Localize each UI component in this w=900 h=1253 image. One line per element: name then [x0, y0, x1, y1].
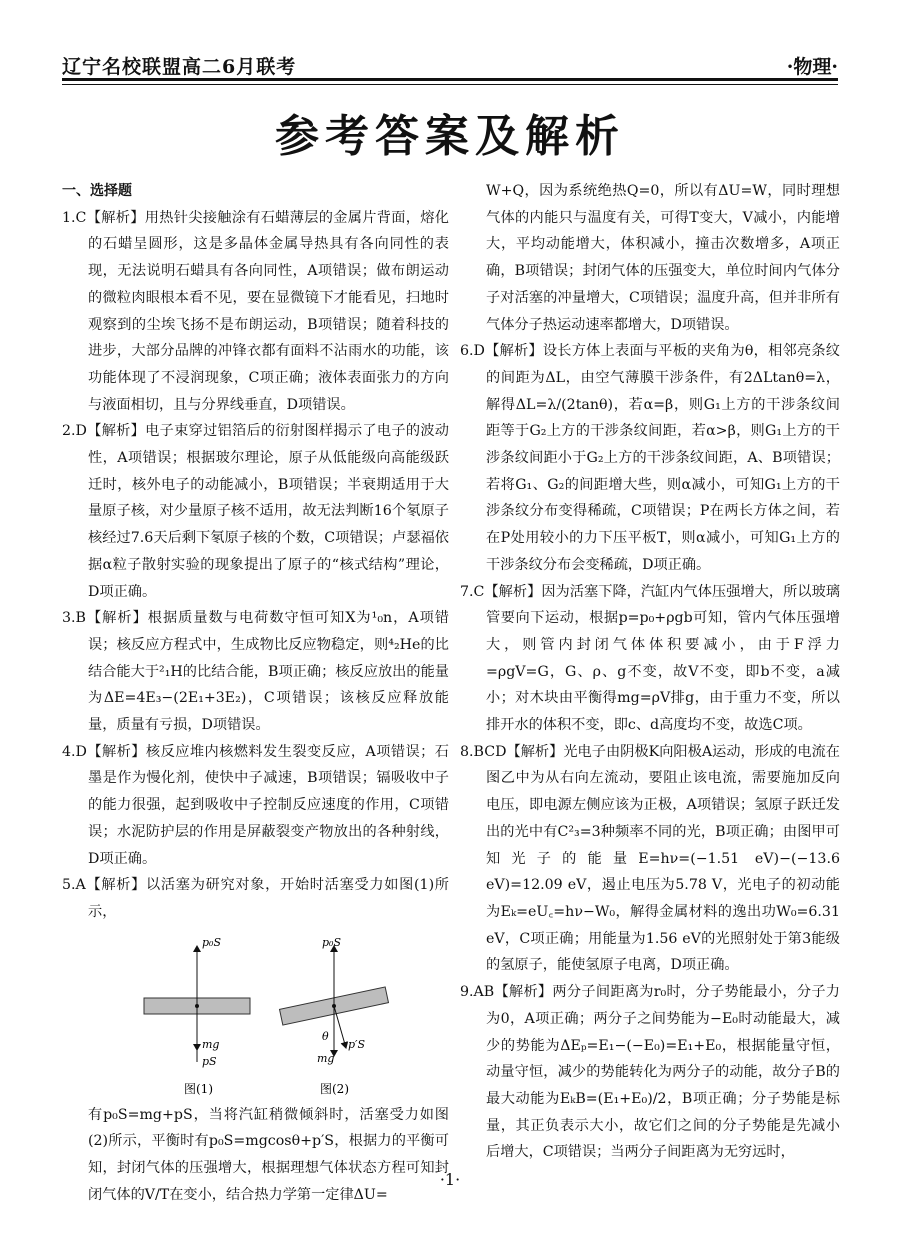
answer-q7: 7.C【解析】因为活塞下降，汽缸内气体压强增大，所以玻璃管要向下运动，根据p=p₀+ρgb可知，管内气体压强增大，则管内封闭气体体积要减小，由于F浮力=ρgV=G，G、ρ、g不变，故V不变，即b不变，a减小；对木块由平衡得mg=ρV排g，由于重力不变，所以排开水的体积不变，即c、d高度均不变，故选C项。 — [460, 583, 840, 734]
header-rule-thick — [62, 78, 838, 81]
force-origin-dot-2 — [332, 1004, 336, 1008]
header-exam-name: 辽宁名校联盟高二6月联考 — [62, 56, 297, 78]
label-p0S-2: p₀S — [322, 935, 341, 949]
answer-q5-continued: W+Q，因为系统绝热Q=0，所以有ΔU=W，同时理想气体的内能只与温度有关，可得T变大，V减小，内能增大，平均动能增大，体积减小，撞击次数增多，A项正确，B项错误；封闭气体的压强变大，单位时间内气体分子对活塞的冲量增大，C项错误；温度升高，但并非所有气体分子热运动速率都增大，D项错误。 — [486, 183, 840, 333]
figure-1-label: 图(1) — [184, 1081, 213, 1096]
answer-q8: 8.BCD【解析】光电子由阴极K向阳极A运动，形成的电流在图乙中为从右向左流动，要阻止该电流，需要施加反向电压，即电源左侧应该为正极，A项错误；氢原子跃迁发出的光中有C²₃=3种频率不同的光，B项正确；由图甲可知光子的能量E=hν=(−1.51 eV)−(−13.6 eV)=12.09 eV，遏止电压为5.78 V，光电子的初动能为Eₖ=eU꜀=hν−W₀，解得金属材料的逸出功W₀=6.31 eV，C项正确；用能量为1.56 eV的光照射处于第3能级的氢原子，能使氢原子电离，D项正确。 — [460, 743, 840, 974]
force-origin-dot-1 — [195, 1004, 199, 1008]
answer-q5-body: 有p₀S=mg+pS，当将汽缸稍微倾斜时，活塞受力如图(2)所示，平衡时有p₀S=mgcosθ+p′S，根据力的平衡可知，封闭气体的压强增大，根据理想气体状态方程可知封闭气体的V/T在变小，结合热力学第一定律ΔU= — [88, 1106, 449, 1203]
label-theta: θ — [322, 1029, 329, 1043]
page-header — [62, 46, 838, 80]
header-rule-thin — [62, 84, 838, 85]
label-mg-1: mg — [202, 1037, 220, 1051]
right-column — [460, 178, 840, 1166]
piston-force-figure — [62, 930, 449, 1100]
answer-q1: 1.C【解析】用热针尖接触涂有石蜡薄层的金属片背面，熔化的石蜡呈圆形，这是多晶体金属导热具有各向同性的表现，无法说明石蜡具有各向同性，A项错误；做布朗运动的微粒肉眼根本看不见，要在显微镜下才能看见，扫地时观察到的尘埃飞扬不是布朗运动，B项错误；随着科技的进步，大部分品牌的冲锋衣都有面料不沾雨水的功能，该功能体现了不浸润现象，C项正确；液体表面张力的方向与液面相切，且与分界线垂直，D项错误。 — [62, 209, 449, 413]
figure-2-label: 图(2) — [320, 1081, 349, 1096]
answer-q6: 6.D【解析】设长方体上表面与平板的夹角为θ，相邻亮条纹的间距为ΔL，由空气薄膜干涉条件，有2ΔLtanθ=λ，解得ΔL=λ/(2tanθ)，若α=β，则G₁上方的干涉条纹间距等于G₂上方的干涉条纹间距，若α>β，则G₁上方的干涉条纹间距小于G₂上方的干涉条纹间距，A、B项错误；若将G₁、G₂的间距增大些，则α减小，可知G₁上方的干涉条纹分布变得稀疏，C项错误；P在两长方体之间，若在P处用较小的力下压平板T，则α减小，可知G₁上方的干涉条纹分布会变稀疏，D项正确。 — [460, 343, 840, 573]
section-heading: 一、选择题 — [62, 183, 132, 199]
answer-q5-intro: 5.A【解析】以活塞为研究对象，开始时活塞受力如图(1)所示， — [62, 877, 449, 920]
page-number: ·1· — [439, 1170, 461, 1189]
answer-q9: 9.AB【解析】两分子间距离为r₀时，分子势能最小，分子力为0，A项正确；两分子之间势能为−E₀时动能最大，减少的势能为ΔEₚ=E₁−(−E₀)=E₁+E₀，根据能量守恒，动量守恒，减少的势能转化为两分子的动能，故分子B的最大动能为EₖB=(E₁+E₀)/2，B项正确；分子势能是标量，其正负表示大小，故它们之间的分子势能是先减小后增大，C项错误；当两分子间距离为无穷远时， — [460, 984, 840, 1161]
label-pS-1: pS — [202, 1054, 217, 1068]
label-mg-2: mg — [317, 1051, 335, 1065]
header-subject: ·物理· — [786, 56, 838, 78]
label-p0S-1: p₀S — [202, 935, 221, 949]
page-title: 参考答案及解析 — [275, 111, 625, 162]
left-column — [62, 178, 449, 1209]
force-diagram — [122, 930, 402, 1100]
answer-q3: 3.B【解析】根据质量数与电荷数守恒可知X为¹₀n，A项错误；核反应方程式中，生成物比反应物稳定，则⁴₂He的比结合能大于²₁H的比结合能，B项正确；核反应放出的能量为ΔE=4E₃−(2E₁+3E₂)，C项错误；该核反应释放能量，质量有亏损，D项错误。 — [62, 610, 449, 734]
label-ppS-2: p′S — [348, 1037, 366, 1051]
answer-q4: 4.D【解析】核反应堆内核燃料发生裂变反应，A项错误；石墨是作为慢化剂，使快中子减速，B项错误；镉吸收中子的能力很强，起到吸收中子控制反应速度的作用，C项错误；水泥防护层的作用是屏蔽裂变产物放出的各种射线，D项正确。 — [62, 743, 449, 867]
answer-q2: 2.D【解析】电子束穿过铝箔后的衍射图样揭示了电子的波动性，A项错误；根据玻尔理论，原子从低能级向高能级跃迁时，核外电子的动能减小，B项错误；半衰期适用于大量原子核，对少量原子核不适用，故无法判断16个氡原子核经过7.6天后剩下氡原子核的个数，C项错误；卢瑟福依据α粒子散射实验的现象提出了原子的“核式结构”理论，D项正确。 — [62, 423, 449, 600]
